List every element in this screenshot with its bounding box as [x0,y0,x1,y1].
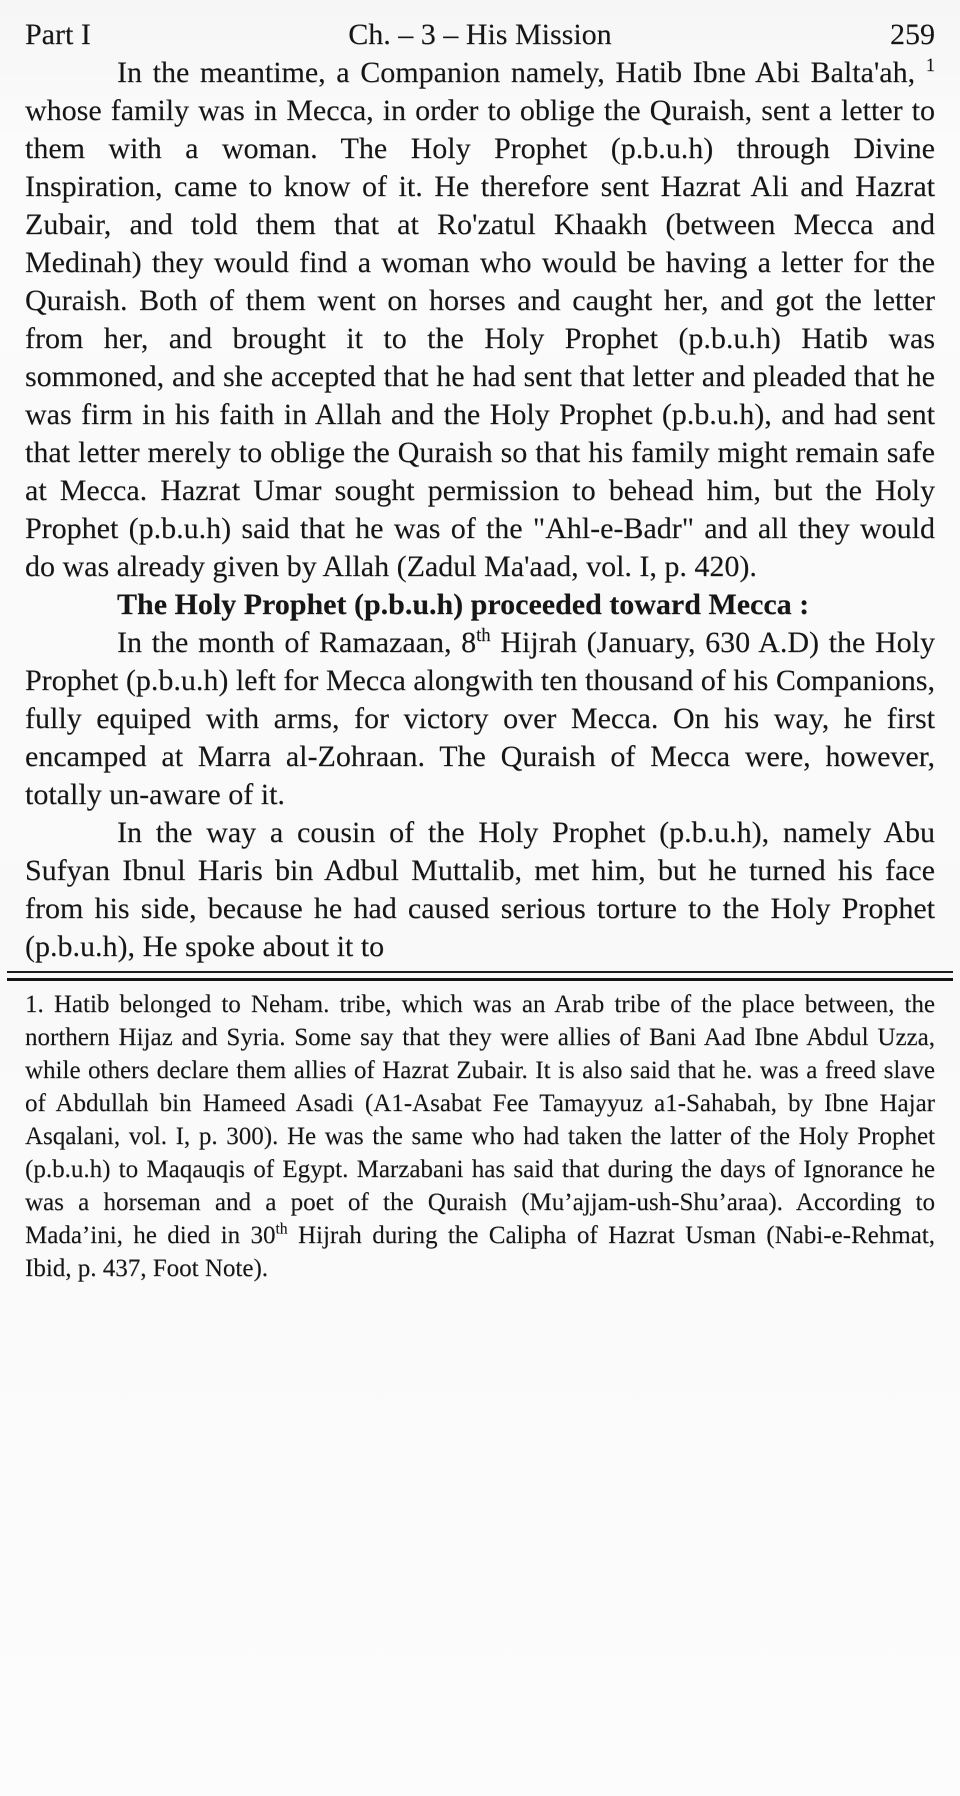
footnote-separator-rule [7,971,953,981]
paragraph-2-text-before-sup: In the month of Ramazaan, 8 [117,626,477,659]
paragraph-march-to-mecca [25,624,935,814]
footnote-ordinal-superscript: th [275,1220,288,1238]
chapter-title: Ch. – 3 – His Mission [348,18,612,51]
section-heading: The Holy Prophet (p.b.u.h) proceeded toward Mecca : [117,588,810,621]
paragraph-1-text-after-ref: whose family was in Mecca, in order to oblige the Quraish, sent a letter to them with a woman. The Holy Prophet (p.b.u.h) through Divine Inspiration, came to know of it. He therefore sent Hazrat Ali and Hazrat Zubair, and told them that at Ro'zatul Khaakh (between Mecca and Medinah) they would find a woman who would be having a letter for the Quraish. Both of them went on horses and caught her, and got the letter from her, and brought it to the Holy Prophet (p.b.u.h) Hatib was sommoned, and she accepted that he had sent that letter and pleaded that he was firm in his faith in Allah and the Holy Prophet (p.b.u.h), and had sent that letter merely to oblige the Quraish so that his family might remain safe at Mecca. Hazrat Umar sought permission to behead him, but the Holy Prophet (p.b.u.h) said that he was of the "Ahl-e-Badr" and all they would do was already given by Allah (Zadul Ma'aad, vol. I, p. 420). [25,94,935,583]
footnote-block [25,988,935,1285]
ordinal-superscript: th [476,625,491,646]
footnote-ref-superscript: 1 [925,55,935,76]
footnote-text-after-sup: Hijrah during the Calipha of Hazrat Usman (Nabi-e-Rehmat, Ibid, p. 437, Foot Note). [25,1222,935,1282]
page-number: 259 [890,18,935,51]
paragraph-2-text-after-sup: Hijrah (January, 630 A.D) the Holy Prophet (p.b.u.h) left for Mecca alongwith ten thousand of his Companions, fully equiped with arms, for victory over Mecca. On his way, he first encamped at Marra al-Zohraan. The Quraish of Mecca were, however, totally un-aware of it. [25,626,935,811]
page-header [25,16,935,54]
footnote-text [25,988,935,1285]
footnote-text-before-sup: 1. Hatib belonged to Neham. tribe, which was an Arab tribe of the place between, the northern Hijaz and Syria. Some say that they were allies of Bani Aad Ibne Abdul Uzza, while others declare them allies of Hazrat Zubair. It is also said that he. was a freed slave of Abdullah bin Hameed Asadi (A1-Asabat Fee Tamayyuz a1-Sahabah, by Ibne Hajar Asqalani, vol. I, p. 300). He was the same who had taken the latter of the Holy Prophet (p.b.u.h) to Maqauqis of Egypt. Marzabani has said that during the days of Ignorance he was a horseman and a poet of the Quraish (Mu’ajjam-ush-Shu’araa). According to Mada’ini, he died in 30 [25,991,935,1249]
paragraph-hatib-letter [25,54,935,586]
page-body [25,54,935,966]
paragraph-abu-sufyan: In the way a cousin of the Holy Prophet (p.b.u.h), namely Abu Sufyan Ibnul Haris bin Adbul Muttalib, met him, but he turned his face from his side, because he had caused serious torture to the Holy Prophet (p.b.u.h), He spoke about it to [25,816,935,963]
part-label: Part I [25,18,91,51]
paragraph-1-text-before-ref: In the meantime, a Companion namely, Hatib Ibne Abi Balta'ah, [117,56,926,89]
